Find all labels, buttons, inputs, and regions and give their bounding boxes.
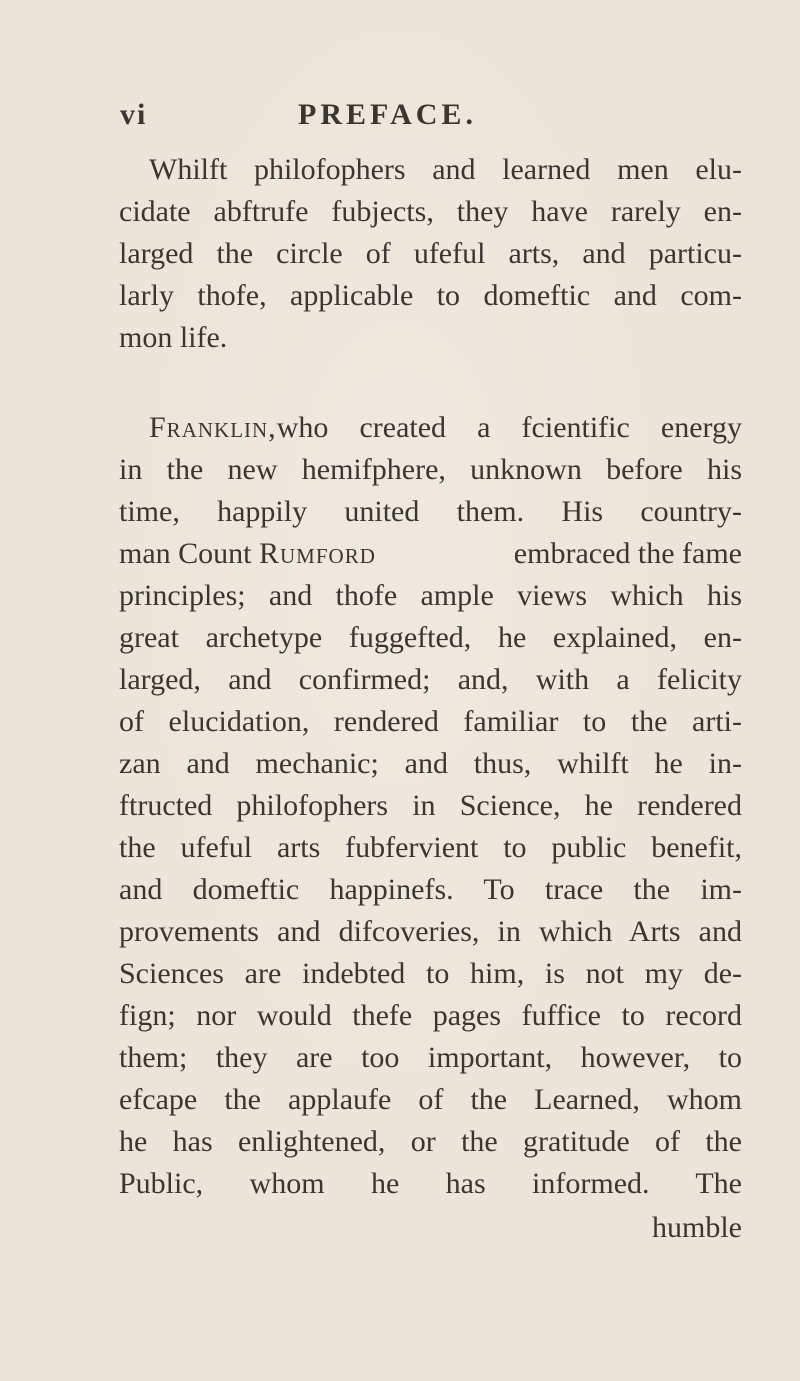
text-line: larged, and confirmed; and, with a felicity <box>119 663 742 696</box>
catchword: humble <box>652 1211 742 1244</box>
text-line: Whilft philofophers and learned men elu- <box>149 153 742 186</box>
text-line: cidate abftrufe fubjects, they have rarely en- <box>119 195 742 228</box>
running-head: PREFACE. <box>298 98 477 131</box>
text-line <box>149 408 742 448</box>
text-line: mon life. <box>119 321 228 354</box>
text-segment: who created a fcientific energy <box>276 411 742 444</box>
text-line: zan and mechanic; and thus, whilft he in- <box>119 747 742 780</box>
text-line: Public, whom he has informed. The <box>119 1167 742 1200</box>
text-line: larged the circle of ufeful arts, and particu- <box>119 237 742 270</box>
text-line: ftructed philofophers in Science, he rendered <box>119 789 742 822</box>
page-number: vi <box>120 98 148 131</box>
text-line: in the new hemifphere, unknown before his <box>119 453 742 486</box>
text-line: the ufeful arts fubfervient to public benefit, <box>119 831 742 864</box>
page-header <box>120 98 740 138</box>
text-line: larly thofe, applicable to domeftic and com- <box>119 279 742 312</box>
text-line: efcape the applaufe of the Learned, whom <box>119 1083 742 1116</box>
name-rumford: Rumford <box>259 537 376 570</box>
text-line: Sciences are indebted to him, is not my de- <box>119 957 742 990</box>
text-line: time, happily united them. His country- <box>119 495 742 528</box>
text-line: provements and difcoveries, in which Arts and <box>119 915 742 948</box>
name-franklin: Franklin, <box>149 411 277 444</box>
text-line: he has enlightened, or the gratitude of the <box>119 1125 742 1158</box>
text-line: fign; nor would thefe pages fuffice to record <box>119 999 742 1032</box>
text-line: them; they are too important, however, to <box>119 1041 742 1074</box>
text-line: principles; and thofe ample views which his <box>119 579 742 612</box>
text-segment: man Count <box>119 537 259 570</box>
text-line: of elucidation, rendered familiar to the arti- <box>119 705 742 738</box>
text-segment: embraced the fame <box>506 537 742 570</box>
text-line <box>119 534 742 574</box>
text-line: great archetype fuggefted, he explained, en- <box>119 621 742 654</box>
text-line: and domeftic happinefs. To trace the im- <box>119 873 742 906</box>
